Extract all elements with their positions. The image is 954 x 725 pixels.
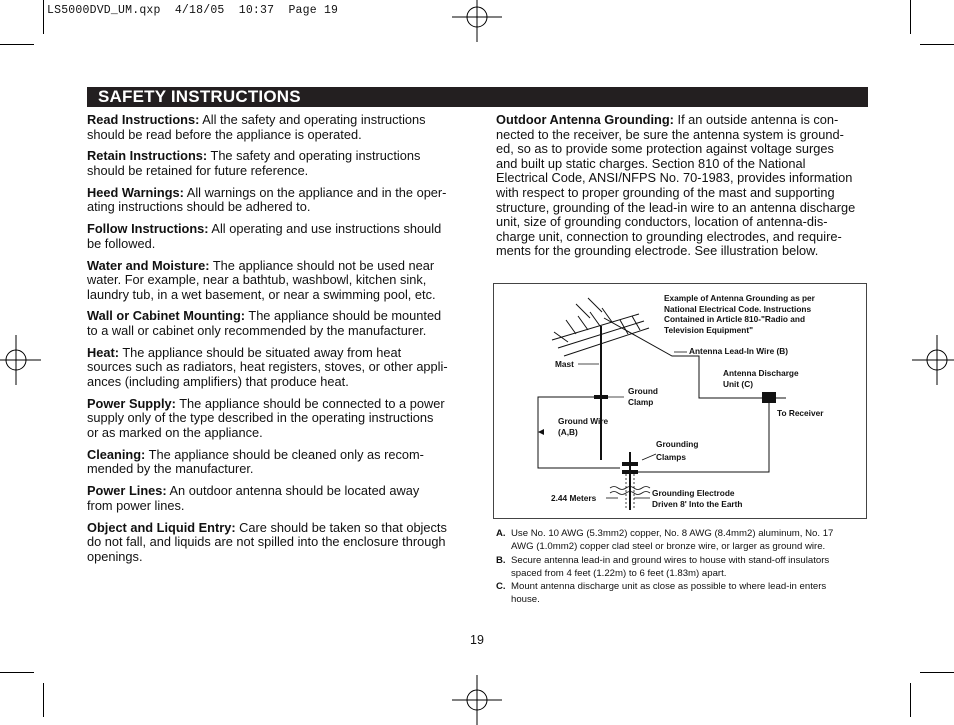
paragraph-heading: Cleaning: xyxy=(87,446,146,462)
paragraph-line: should be read before the appliance is operated. xyxy=(87,126,362,142)
registration-mark-right xyxy=(912,335,954,385)
paragraph-line: sources such as radiators, heat registers, stoves, or other appli- xyxy=(87,359,448,375)
antenna-grounding-illustration xyxy=(493,283,867,519)
label-ground-wire xyxy=(558,416,608,437)
paragraph-object-liquid-entry xyxy=(87,521,463,565)
note-line: Mount antenna discharge unit as close as possible to where lead-in enters xyxy=(511,581,827,593)
paragraph-line: should be retained for future reference. xyxy=(87,162,309,178)
figure-caption xyxy=(664,293,815,335)
label-line: Grounding xyxy=(656,439,699,449)
label-mast: Mast xyxy=(555,359,574,369)
paragraph-heed-warnings xyxy=(87,186,463,215)
label-line: Ground xyxy=(628,386,658,396)
paragraph-line: All the safety and operating instructions xyxy=(199,112,426,127)
note-key: C. xyxy=(496,581,506,593)
note-line: Secure antenna lead-in and ground wires to house with stand-off insulators xyxy=(511,554,830,566)
paragraph-line: charge unit, connection to grounding electrodes, and require- xyxy=(496,228,842,244)
paragraph-heading: Wall or Cabinet Mounting: xyxy=(87,308,246,324)
paragraph-heading: Water and Moisture: xyxy=(87,257,210,273)
printer-slug: LS5000DVD_UM.qxp 4/18/05 10:37 Page 19 xyxy=(47,4,339,17)
paragraph-heading: Object and Liquid Entry: xyxy=(87,519,236,535)
label-line: Clamp xyxy=(628,396,654,407)
crop-mark xyxy=(910,683,911,717)
paragraph-heading: Read Instructions: xyxy=(87,112,200,127)
paragraph-read-instructions xyxy=(87,113,463,142)
paragraph-heading: Outdoor Antenna Grounding: xyxy=(496,112,674,127)
registration-mark-top xyxy=(452,0,502,42)
paragraph-line: with respect to proper grounding of the mast and supporting xyxy=(496,184,835,200)
note-line: AWG (1.0mm2) copper clad steel or bronze wire, or larger as ground wire. xyxy=(511,541,826,552)
crop-mark xyxy=(920,44,954,45)
paragraph-line: water. For example, near a bathtub, washbowl, kitchen sink, xyxy=(87,272,427,288)
paragraph-line: mended by the manufacturer. xyxy=(87,461,254,477)
paragraph-line: from power lines. xyxy=(87,497,185,513)
paragraph-water-moisture xyxy=(87,259,463,303)
label-discharge-unit xyxy=(723,368,799,389)
paragraph-power-supply xyxy=(87,397,463,441)
caption-line: National Electrical Code. Instructions xyxy=(664,303,812,314)
paragraph-line: nected to the receiver, be sure the antenna system is ground- xyxy=(496,126,844,142)
label-line: (A,B) xyxy=(558,426,578,437)
ground-wire-arrow xyxy=(538,429,544,435)
paragraph-line: to a wall or cabinet only recommended by the manufacturer. xyxy=(87,323,427,339)
section-title: SAFETY INSTRUCTIONS xyxy=(98,87,301,106)
note-key: A. xyxy=(496,528,506,539)
note-line: Use No. 10 AWG (5.3mm2) copper, No. 8 AWG (8.4mm2) aluminum, No. 17 xyxy=(511,528,834,539)
caption-line: Contained in Article 810-"Radio and xyxy=(664,314,806,324)
paragraph-follow-instructions xyxy=(87,222,463,251)
paragraph-heading: Heed Warnings: xyxy=(87,184,184,200)
label-to-receiver: To Receiver xyxy=(777,408,824,418)
crop-mark xyxy=(0,44,34,45)
paragraph-line: The appliance should be connected to a power xyxy=(175,395,445,411)
crop-mark xyxy=(920,672,954,673)
discharge-unit xyxy=(762,392,776,403)
label-ground-clamp xyxy=(628,386,658,407)
paragraph-line: The appliance should be situated away from heat xyxy=(119,344,402,360)
caption-line: Television Equipment" xyxy=(664,324,754,335)
note-item xyxy=(496,580,868,606)
ground-clamp xyxy=(594,395,608,399)
paragraph-line: The appliance should be mounted xyxy=(245,308,442,324)
crop-mark xyxy=(910,0,911,34)
label-grounding-electrode xyxy=(652,488,743,509)
note-item xyxy=(496,554,868,580)
paragraph-heading: Heat: xyxy=(87,344,119,360)
grounding-clamp xyxy=(622,462,638,466)
paragraph-line: The appliance should be cleaned only as recom- xyxy=(145,446,424,462)
paragraph-line: supply only of the type described in the operating instructions xyxy=(87,410,434,426)
paragraph-line: and built up static charges. Section 810 of the National xyxy=(496,155,806,171)
paragraph-line: openings. xyxy=(87,548,143,564)
label-grounding-clamps xyxy=(656,438,698,464)
paragraph-line: unit, size of grounding conductors, location of antenna-dis- xyxy=(496,214,828,230)
paragraph-line: ances (including amplifiers) that produce heat. xyxy=(87,374,349,390)
paragraph-line: If an outside antenna is con- xyxy=(673,112,839,127)
paragraph-line: be followed. xyxy=(87,235,156,251)
paragraph-cleaning xyxy=(87,448,463,477)
paragraph-wall-mounting xyxy=(87,309,463,338)
paragraph-heading: Follow Instructions: xyxy=(87,221,209,237)
crop-mark xyxy=(43,0,44,34)
crop-mark xyxy=(0,672,34,673)
section-title-bar xyxy=(87,87,868,107)
paragraph-line: do not fall, and liquids are not spilled into the enclosure through xyxy=(87,534,446,550)
note-item xyxy=(496,527,868,553)
label-line: Driven 8' Into the Earth xyxy=(652,498,743,509)
label-line: Ground Wire xyxy=(558,416,609,426)
registration-mark-left xyxy=(0,335,41,385)
label-line: Unit (C) xyxy=(723,378,753,389)
caption-line: Example of Antenna Grounding as per xyxy=(664,293,815,303)
paragraph-line: ating instructions should be adhered to. xyxy=(87,199,311,215)
paragraph-line: or as marked on the appliance. xyxy=(87,425,263,440)
label-line: Clamps xyxy=(656,452,686,462)
paragraph-heading: Power Supply: xyxy=(87,395,176,411)
leader-line xyxy=(642,454,656,460)
paragraph-line: An outdoor antenna should be located away xyxy=(166,483,420,499)
paragraph-power-lines xyxy=(87,484,463,513)
page-number: 19 xyxy=(470,633,484,647)
note-line: house. xyxy=(511,594,540,606)
paragraph-retain-instructions xyxy=(87,149,463,178)
right-column xyxy=(496,113,870,266)
discharge-ground-wire xyxy=(630,403,769,472)
note-line: spaced from 4 feet (1.22m) to 6 feet (1.83m) apart. xyxy=(511,567,727,579)
paragraph-line: ed, so as to provide some protection against voltage surges xyxy=(496,141,834,157)
note-key: B. xyxy=(496,554,506,566)
figure-notes xyxy=(496,527,868,607)
crop-mark xyxy=(43,683,44,717)
paragraph-line: structure, grounding of the lead-in wire to an antenna discharge xyxy=(496,199,856,215)
paragraph-line: ments for the grounding electrode. See illustration below. xyxy=(496,243,819,259)
paragraph-line: The appliance should not be used near xyxy=(209,257,435,273)
paragraph-heading: Retain Instructions: xyxy=(87,148,208,164)
paragraph-heat xyxy=(87,346,463,390)
paragraph-antenna-grounding xyxy=(496,113,870,259)
paragraph-line: All operating and use instructions should xyxy=(208,221,442,237)
label-line: Grounding Electrode xyxy=(652,488,735,498)
label-lead-in-wire: Antenna Lead-In Wire (B) xyxy=(689,346,789,356)
paragraph-line: Care should be taken so that objects xyxy=(235,519,447,535)
grounding-clamp xyxy=(622,470,638,474)
registration-mark-bottom xyxy=(452,675,502,725)
paragraph-line: Electrical Code, ANSI/NFPS No. 70-1983, provides information xyxy=(496,170,853,186)
label-depth: 2.44 Meters xyxy=(551,493,597,503)
left-column xyxy=(87,113,463,572)
paragraph-heading: Power Lines: xyxy=(87,483,167,499)
label-line: Antenna Discharge xyxy=(723,368,799,378)
paragraph-line: All warnings on the appliance and in the oper- xyxy=(183,184,447,200)
paragraph-line: The safety and operating instructions xyxy=(207,148,421,164)
paragraph-line: laundry tub, in a wet basement, or near a swimming pool, etc. xyxy=(87,286,436,302)
